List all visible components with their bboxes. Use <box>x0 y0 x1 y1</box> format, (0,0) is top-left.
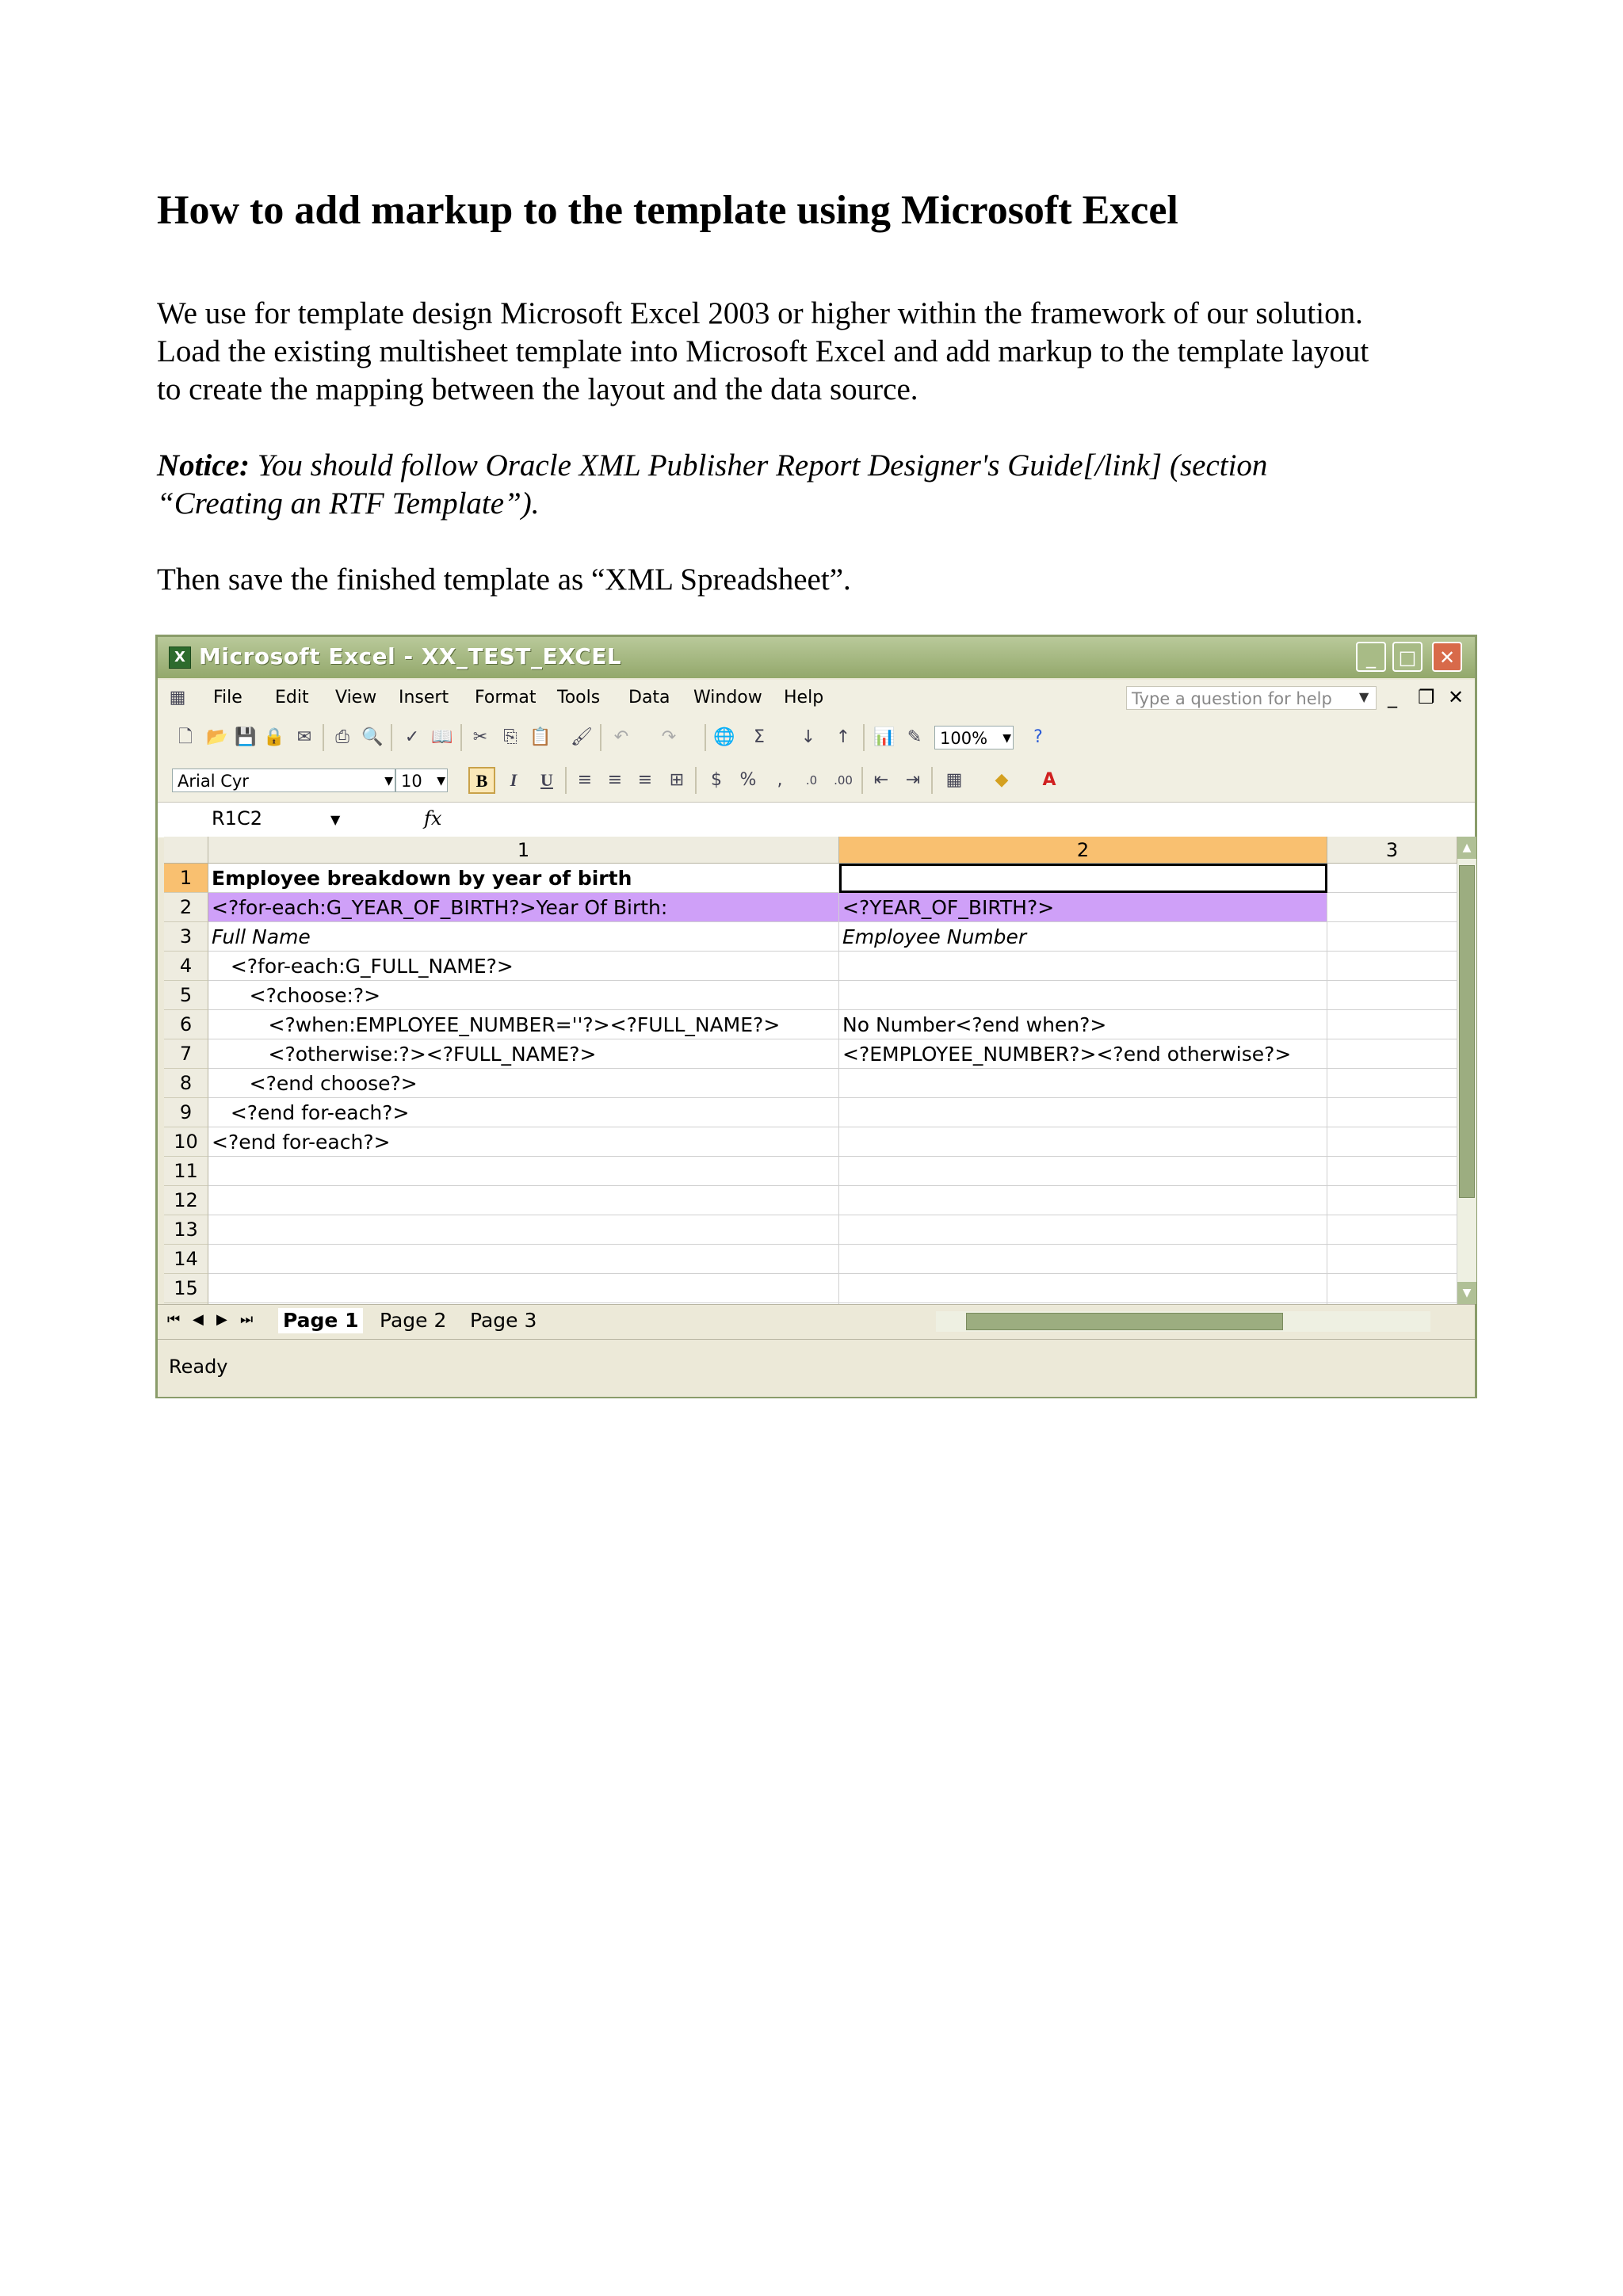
font-color-icon[interactable]: A <box>1042 770 1056 790</box>
cell-col-1[interactable] <box>208 1274 839 1303</box>
percent-icon[interactable]: % <box>739 770 757 790</box>
menu-window[interactable]: Window <box>693 688 762 707</box>
vertical-scrollbar[interactable] <box>1457 837 1476 1304</box>
cell-col-2[interactable] <box>839 1098 1327 1127</box>
row-header[interactable]: 13 <box>164 1215 208 1245</box>
cell-col-1[interactable]: <?end for-each?> <box>208 1098 839 1127</box>
research-icon[interactable]: 📖 <box>431 727 453 747</box>
font-name-select[interactable]: Arial Cyr ▼ <box>172 769 395 792</box>
comma-icon[interactable]: , <box>777 770 783 790</box>
scroll-up-icon[interactable]: ▲ <box>1457 837 1476 859</box>
paste-icon[interactable]: 📋 <box>529 727 552 747</box>
row-header[interactable]: 11 <box>164 1157 208 1186</box>
new-icon[interactable]: 🗋 <box>178 727 193 747</box>
help-search-input[interactable]: Type a question for help <box>1126 686 1377 710</box>
vertical-scroll-thumb[interactable] <box>1459 865 1475 1198</box>
menu-insert[interactable]: Insert <box>399 688 449 707</box>
chart-wizard-icon[interactable]: 📊 <box>873 727 896 747</box>
font-size-select[interactable]: 10 ▼ <box>395 769 448 792</box>
currency-icon[interactable]: $ <box>711 770 722 790</box>
menu-tools[interactable]: Tools <box>557 688 601 707</box>
cell-col-3[interactable] <box>1327 1186 1457 1215</box>
cell-col-3[interactable] <box>1327 922 1457 952</box>
cell-col-3[interactable] <box>1327 1098 1457 1127</box>
select-all-corner[interactable] <box>164 837 208 864</box>
insert-function-icon[interactable]: fx <box>424 807 442 830</box>
first-sheet-icon[interactable]: ⏮ <box>167 1311 181 1328</box>
open-icon[interactable]: 📂 <box>206 727 228 747</box>
maximize-button[interactable]: □ <box>1392 642 1423 672</box>
cell-col-3[interactable] <box>1327 1274 1457 1303</box>
spelling-icon[interactable]: ✓ <box>404 727 420 747</box>
menu-view[interactable]: View <box>335 688 377 707</box>
intro-paragraph <box>157 295 1504 409</box>
mdi-minimize-icon[interactable]: _ <box>1388 686 1397 708</box>
print-icon[interactable]: ⎙ <box>335 727 349 747</box>
status-bar <box>158 1339 1475 1397</box>
notice-line-1: You should follow Oracle XML Publisher Report Designer's Guide[/link] (section <box>249 448 1268 482</box>
cell-col-3[interactable] <box>1327 1069 1457 1098</box>
cell-col-3[interactable] <box>1327 1215 1457 1245</box>
row-header[interactable]: 12 <box>164 1186 208 1215</box>
permission-icon[interactable]: 🔒 <box>263 727 285 747</box>
cell-col-1[interactable]: <?end choose?> <box>208 1069 839 1098</box>
minimize-button[interactable]: _ <box>1356 642 1386 672</box>
cell-col-1[interactable]: <?end for-each?> <box>208 1127 839 1157</box>
cell-col-2[interactable] <box>839 1215 1327 1245</box>
sheet-tab-page-3[interactable]: Page 3 <box>470 1309 537 1332</box>
last-sheet-icon[interactable]: ⏭ <box>240 1311 254 1328</box>
cell-col-3[interactable] <box>1327 1010 1457 1039</box>
page-title: How to add markup to the template using Microsoft Excel <box>157 188 1178 233</box>
column-header-2[interactable]: 2 <box>839 837 1327 864</box>
status-text: Ready <box>169 1356 228 1378</box>
cell-col-1[interactable]: <?for-each:G_YEAR_OF_BIRTH?>Year Of Birth: <box>208 893 839 922</box>
cell-col-3[interactable] <box>1327 981 1457 1010</box>
row-header[interactable]: 9 <box>164 1098 208 1127</box>
cell-col-2[interactable] <box>839 952 1327 981</box>
hyperlink-icon[interactable]: 🌐 <box>713 727 735 747</box>
notice-label: Notice: <box>157 448 250 482</box>
row-header[interactable]: 15 <box>164 1274 208 1303</box>
menu-file[interactable]: File <box>213 688 242 707</box>
prev-sheet-icon[interactable]: ◀ <box>193 1311 204 1328</box>
worksheet-grid[interactable] <box>164 837 1457 1304</box>
cell-col-2[interactable] <box>839 1186 1327 1215</box>
sheet-tab-bar <box>158 1304 1475 1338</box>
notice-line-2: “Creating an RTF Template”). <box>157 486 540 521</box>
copy-icon[interactable]: ⎘ <box>503 727 517 747</box>
row-header[interactable]: 3 <box>164 922 208 952</box>
help-dropdown-icon[interactable]: ▼ <box>1359 689 1369 704</box>
menu-format[interactable]: Format <box>475 688 537 707</box>
formula-bar <box>158 802 1475 837</box>
standard-toolbar <box>158 716 1475 759</box>
cell-col-2[interactable]: <?EMPLOYEE_NUMBER?><?end otherwise?> <box>839 1039 1327 1069</box>
row-header[interactable]: 10 <box>164 1127 208 1157</box>
cell-col-3[interactable] <box>1327 893 1457 922</box>
name-box[interactable]: R1C2 <box>212 807 262 830</box>
intro-line-2: Load the existing multisheet template into Microsoft Excel and add markup to the template layout <box>157 334 1369 368</box>
scroll-down-icon[interactable]: ▼ <box>1457 1282 1476 1304</box>
close-button[interactable]: ✕ <box>1432 642 1462 672</box>
cell-col-3[interactable] <box>1327 1127 1457 1157</box>
cell-col-1[interactable]: <?for-each:G_FULL_NAME?> <box>208 952 839 981</box>
excel-app-icon: X <box>169 646 191 669</box>
email-icon[interactable]: ✉ <box>296 727 312 747</box>
row-header[interactable]: 8 <box>164 1069 208 1098</box>
help-icon[interactable]: ? <box>1033 727 1043 747</box>
underline-button[interactable]: U <box>540 770 553 790</box>
cell-col-2[interactable] <box>839 1069 1327 1098</box>
row-header[interactable]: 1 <box>164 864 208 893</box>
zoom-select[interactable]: 100% ▼ <box>934 726 1014 749</box>
cell-col-3[interactable] <box>1327 1157 1457 1186</box>
cell-col-2[interactable]: No Number<?end when?> <box>839 1010 1327 1039</box>
cell-col-2[interactable] <box>839 1157 1327 1186</box>
cell-col-2[interactable] <box>839 981 1327 1010</box>
cell-col-2[interactable]: Employee Number <box>839 922 1327 952</box>
mdi-restore-icon[interactable]: ❐ <box>1418 686 1435 708</box>
sheet-tab-page-1[interactable]: Page 1 <box>278 1308 363 1333</box>
column-header-1[interactable]: 1 <box>208 837 839 864</box>
column-header-3[interactable]: 3 <box>1327 837 1457 864</box>
format-painter-icon[interactable]: 🖌 <box>571 727 593 747</box>
menu-help[interactable]: Help <box>784 688 824 707</box>
cell-col-1[interactable] <box>208 1186 839 1215</box>
cell-col-2[interactable]: <?YEAR_OF_BIRTH?> <box>839 893 1327 922</box>
cell-col-1[interactable] <box>208 1215 839 1245</box>
increase-decimal-icon[interactable]: .0 <box>805 773 818 788</box>
notice-paragraph <box>157 447 1504 523</box>
row-header[interactable]: 5 <box>164 981 208 1010</box>
cell-col-1[interactable] <box>208 1157 839 1186</box>
row-header[interactable]: 14 <box>164 1245 208 1274</box>
sort-ascending-icon[interactable]: ↓ <box>800 727 816 747</box>
cell-col-3[interactable] <box>1327 864 1457 893</box>
excel-window <box>155 635 1477 1398</box>
row-header[interactable]: 7 <box>164 1039 208 1069</box>
name-box-dropdown-icon[interactable]: ▼ <box>330 812 341 827</box>
cell-col-1[interactable] <box>208 1245 839 1274</box>
increase-indent-icon[interactable]: ⇥ <box>905 770 921 790</box>
redo-icon[interactable]: ↷ <box>661 727 677 747</box>
cell-col-3[interactable] <box>1327 952 1457 981</box>
align-left-icon[interactable]: ≡ <box>577 770 593 790</box>
horizontal-scroll-thumb[interactable] <box>966 1313 1283 1330</box>
decrease-indent-icon[interactable]: ⇤ <box>873 770 889 790</box>
bold-button[interactable]: B <box>468 767 495 794</box>
horizontal-scrollbar[interactable] <box>936 1311 1430 1332</box>
cell-col-2[interactable] <box>839 1127 1327 1157</box>
autosum-icon[interactable]: Σ <box>754 727 765 747</box>
save-paragraph: Then save the finished template as “XML Spreadsheet”. <box>157 563 851 597</box>
fill-color-icon[interactable]: ◆ <box>995 770 1009 790</box>
italic-button[interactable]: I <box>510 770 517 790</box>
mdi-close-icon[interactable]: ✕ <box>1448 686 1465 708</box>
intro-line-1: We use for template design Microsoft Excel 2003 or higher within the framework of our solution. <box>157 296 1363 330</box>
print-preview-icon[interactable]: 🔍 <box>361 727 384 747</box>
next-sheet-icon[interactable]: ▶ <box>216 1311 227 1328</box>
cell-col-1[interactable]: Full Name <box>208 922 839 952</box>
row-header[interactable]: 4 <box>164 952 208 981</box>
menu-edit[interactable]: Edit <box>275 688 309 707</box>
menu-data[interactable]: Data <box>628 688 670 707</box>
align-center-icon[interactable]: ≡ <box>607 770 623 790</box>
cell-col-2[interactable] <box>839 1274 1327 1303</box>
drawing-icon[interactable]: ✎ <box>907 727 922 747</box>
cut-icon[interactable]: ✂ <box>472 727 488 747</box>
window-title: Microsoft Excel - XX_TEST_EXCEL <box>199 643 622 669</box>
cell-col-1[interactable]: <?otherwise:?><?FULL_NAME?> <box>208 1039 839 1069</box>
merge-center-icon[interactable]: ⊞ <box>669 770 685 790</box>
cell-col-1[interactable]: Employee breakdown by year of birth <box>208 864 839 893</box>
sheet-tab-page-2[interactable]: Page 2 <box>380 1309 447 1332</box>
cell-col-3[interactable] <box>1327 1245 1457 1274</box>
cell-col-1[interactable]: <?when:EMPLOYEE_NUMBER=''?><?FULL_NAME?> <box>208 1010 839 1039</box>
save-icon[interactable]: 💾 <box>235 727 257 747</box>
formatting-toolbar <box>158 759 1475 802</box>
title-bar[interactable] <box>158 637 1475 678</box>
cell-col-3[interactable] <box>1327 1039 1457 1069</box>
undo-icon[interactable]: ↶ <box>613 727 629 747</box>
cell-col-1[interactable]: <?choose:?> <box>208 981 839 1010</box>
workbook-icon[interactable]: ▦ <box>169 688 186 707</box>
cell-col-2[interactable] <box>839 1245 1327 1274</box>
row-header[interactable]: 2 <box>164 893 208 922</box>
menu-bar <box>158 680 1475 716</box>
sort-descending-icon[interactable]: ↑ <box>835 727 851 747</box>
intro-line-3: to create the mapping between the layout and the data source. <box>157 372 918 406</box>
decrease-decimal-icon[interactable]: .00 <box>834 773 853 788</box>
row-header[interactable]: 6 <box>164 1010 208 1039</box>
borders-icon[interactable]: ▦ <box>945 770 963 790</box>
align-right-icon[interactable]: ≡ <box>637 770 653 790</box>
active-cell[interactable] <box>839 864 1327 893</box>
